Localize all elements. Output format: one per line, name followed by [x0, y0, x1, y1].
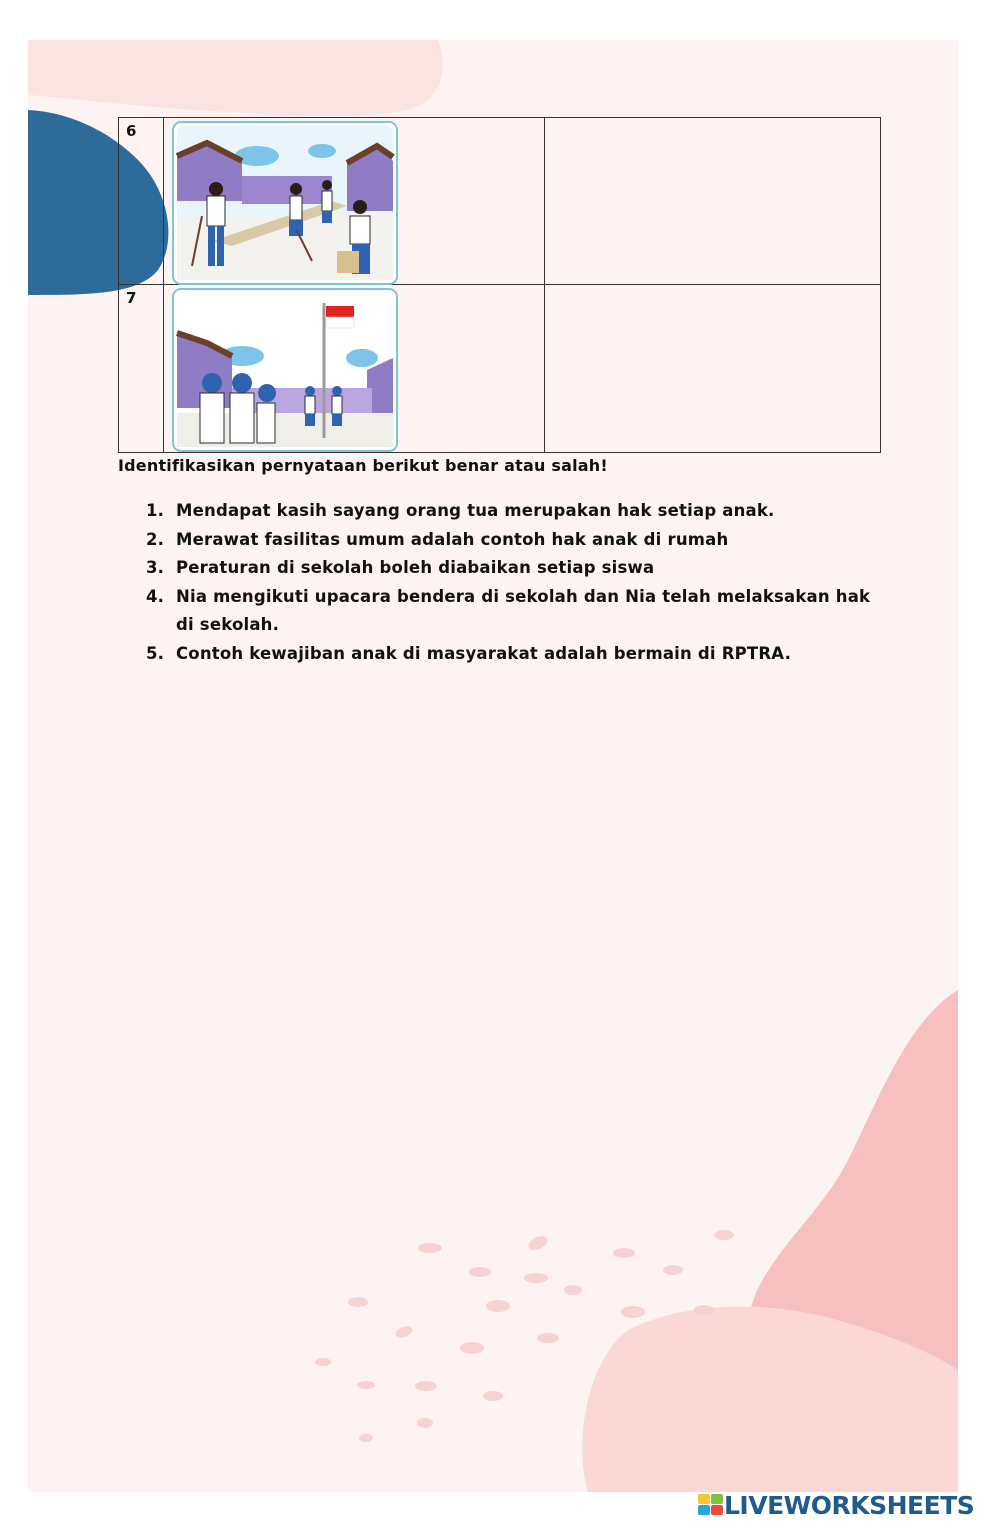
children-cleaning-illustration [172, 121, 398, 285]
item-text: Contoh kewajiban anak di masyarakat adalah bermain di RPTRA. [176, 643, 792, 663]
item-number: 4. [146, 586, 165, 606]
picture-cell [164, 118, 545, 285]
answer-cell[interactable] [545, 285, 881, 453]
picture-cell [164, 285, 545, 453]
list-item [146, 640, 886, 669]
instruction-heading: Identifikasikan pernyataan berikut benar atau salah! [118, 456, 608, 475]
row-number: 6 [119, 118, 164, 285]
item-text: Nia mengikuti upacara bendera di sekolah dan Nia telah melaksakan hak di sekolah. [176, 586, 871, 634]
item-number: 1. [146, 501, 165, 520]
list-item [146, 554, 886, 583]
activity-table [118, 117, 881, 453]
flag-ceremony-illustration [172, 288, 398, 452]
list-item [146, 526, 886, 555]
logo-grid-icon [698, 1494, 724, 1516]
item-number: 5. [146, 643, 165, 663]
item-number: 2. [146, 529, 165, 549]
list-item [146, 583, 886, 640]
table-row [119, 118, 881, 285]
statement-list [146, 497, 886, 668]
item-text: Peraturan di sekolah boleh diabaikan setiap siswa [176, 558, 655, 577]
answer-cell[interactable] [545, 118, 881, 285]
logo-text: LIVEWORKSHEETS [724, 1490, 975, 1520]
row-number: 7 [119, 285, 164, 453]
item-text: Merawat fasilitas umum adalah contoh hak anak di rumah [176, 529, 729, 549]
list-item [146, 497, 886, 526]
liveworksheets-logo[interactable] [698, 1490, 974, 1520]
item-number: 3. [146, 558, 165, 577]
item-text: Mendapat kasih sayang orang tua merupakan hak setiap anak. [176, 501, 775, 520]
table-row [119, 285, 881, 453]
